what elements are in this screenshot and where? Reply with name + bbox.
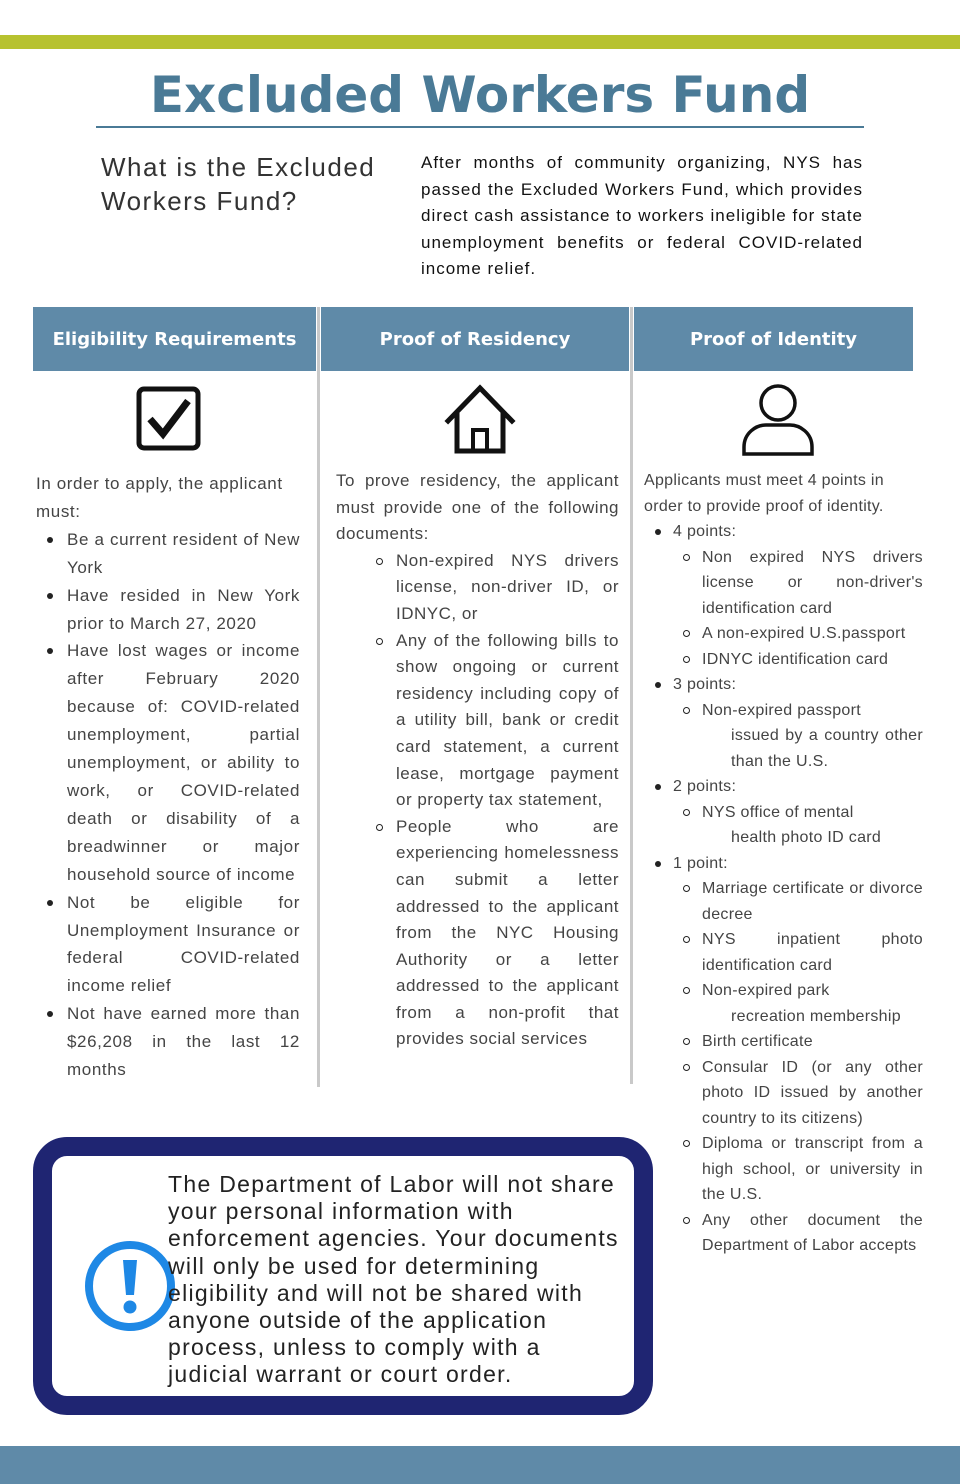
person-icon — [741, 383, 815, 457]
list-item — [673, 978, 923, 1029]
checkbox-icon — [136, 386, 202, 452]
list-item: Any other document the Department of Labor accepts — [673, 1208, 923, 1259]
list-item: Marriage certificate or divorce decree — [673, 876, 923, 927]
list-item: Non expired NYS drivers license or non-driver's identification card — [673, 545, 923, 622]
page-title: Excluded Workers Fund — [149, 66, 811, 124]
list-item-text: Non-expired park — [702, 982, 830, 999]
list-item-text-continued: health photo ID card — [731, 829, 882, 846]
points-group — [644, 774, 923, 851]
residency-column — [336, 468, 619, 1053]
list-item-text: NYS office of mental — [702, 803, 854, 821]
list-item: People who are experiencing homelessness can submit a letter addressed to the applicant from the NYC Housing Authority or a letter addressed to the applicant from a non-profit that provides social services — [336, 814, 619, 1053]
list-item: Have resided in New York prior to March 27, 2020 — [36, 582, 300, 638]
house-icon — [444, 383, 516, 455]
intro-paragraph: After months of community organizing, NYS has passed the Excluded Workers Fund, which provides direct cash assistance to workers ineligible for state unemployment benefits or federal COVID-related income relief. — [421, 153, 863, 278]
list-item-text-continued: issued by a country other than the U.S. — [731, 727, 923, 770]
intro-heading: What is the Excluded Workers Fund? — [101, 152, 376, 216]
eligibility-column — [36, 470, 300, 1084]
points-label: 4 points: — [673, 523, 737, 540]
list-item-text-continued: recreation membership — [731, 1007, 901, 1025]
column-divider — [630, 307, 633, 1084]
list-item: Be a current resident of New York — [36, 526, 300, 582]
privacy-notice-text: The Department of Labor will not share your personal information with enforcement agencies. Your documents will only be used for determining eligibility and will not be shared with anyone outside of the application process, unless to comply with a judicial warrant or court order. — [168, 1171, 619, 1388]
list-item: A non-expired U.S.passport — [673, 621, 923, 647]
identity-column — [644, 468, 923, 1259]
list-item: Have lost wages or income after February 2020 because of: COVID-related unemployment, partial unemployment, or ability to work, or COVID-related death or disability of a breadwinner or major household source of income — [36, 637, 300, 888]
column-divider — [317, 307, 320, 1087]
list-item: Diploma or transcript from a high school, or university in the U.S. — [673, 1131, 923, 1208]
top-accent-bar — [0, 35, 960, 49]
list-item: Non-expired NYS drivers license, non-driver ID, or IDNYC, or — [336, 548, 619, 628]
title-underline — [96, 126, 864, 128]
list-item — [673, 800, 923, 851]
list-item: IDNYC identification card — [673, 647, 923, 673]
points-group — [644, 851, 923, 1259]
points-group — [644, 519, 923, 672]
exclamation-icon — [84, 1240, 176, 1332]
privacy-notice-box — [33, 1137, 653, 1415]
identity-lead: Applicants must meet 4 points in order to provide proof of identity. — [644, 472, 884, 515]
identity-header: Proof of Identity — [634, 307, 913, 371]
points-label: 2 points: — [673, 778, 737, 795]
residency-lead: To prove residency, the applicant must provide one of the following documents: — [336, 471, 619, 544]
residency-header: Proof of Residency — [321, 307, 629, 371]
points-label: 3 points: — [673, 676, 737, 693]
list-item — [673, 698, 923, 775]
points-label: 1 point: — [673, 854, 728, 872]
list-item-text: Non-expired passport — [702, 701, 861, 719]
eligibility-lead: In order to apply, the applicant must: — [36, 474, 283, 521]
list-item: Consular ID (or any other photo ID issued by another country to its citizens) — [673, 1055, 923, 1132]
bottom-accent-bar — [0, 1446, 960, 1484]
points-group — [644, 672, 923, 774]
list-item: Any of the following bills to show ongoing or current residency including copy of a utility bill, bank or credit card statement, a current lease, mortgage payment or property tax statement, — [336, 628, 619, 814]
list-item: Birth certificate — [673, 1029, 923, 1055]
list-item: Not have earned more than $26,208 in the last 12 months — [36, 1000, 300, 1084]
list-item: Not be eligible for Unemployment Insurance or federal COVID-related income relief — [36, 889, 300, 1001]
list-item: NYS inpatient photo identification card — [673, 927, 923, 978]
eligibility-header: Eligibility Requirements — [33, 307, 316, 371]
